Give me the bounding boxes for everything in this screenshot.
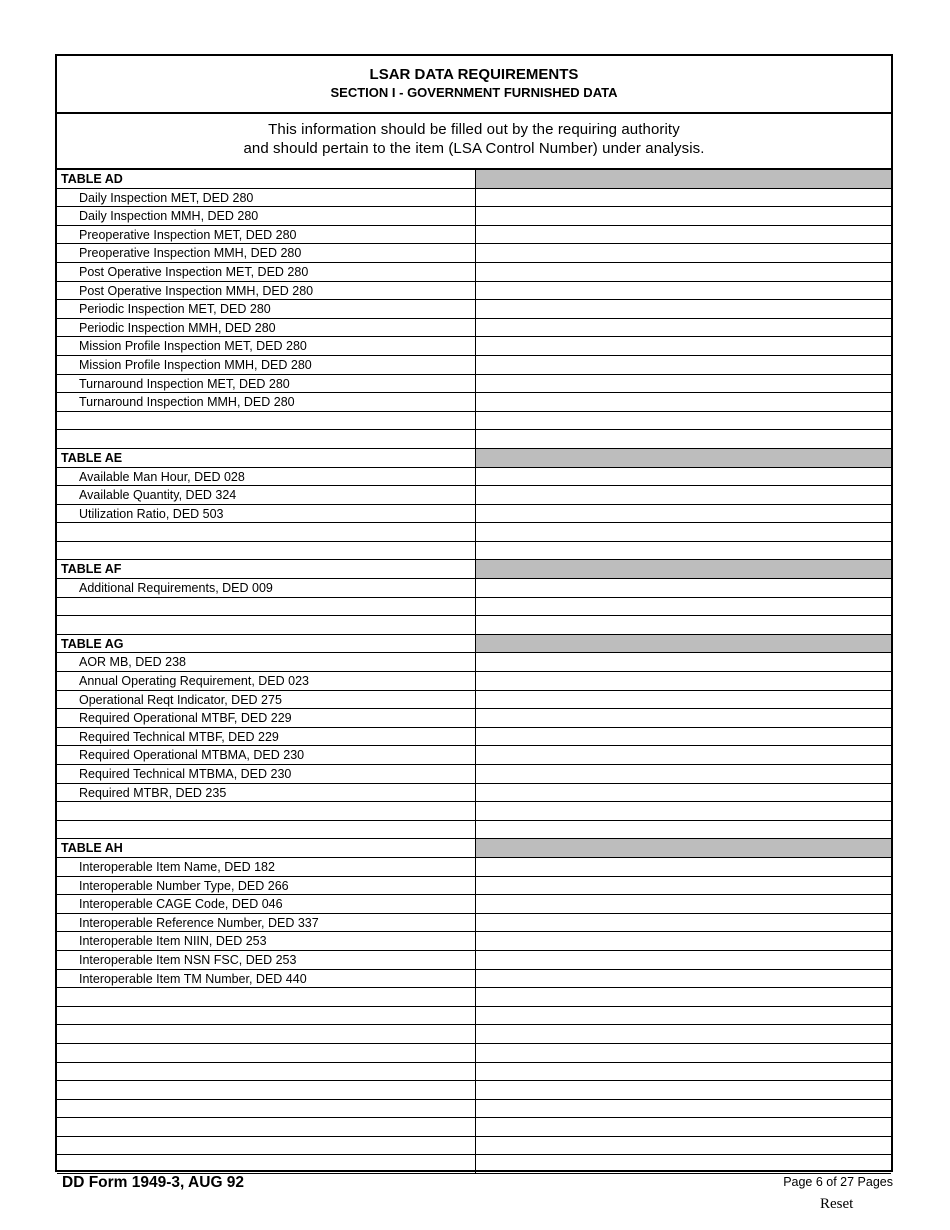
value-cell <box>476 207 891 225</box>
value-cell <box>476 1155 891 1173</box>
value-cell <box>476 932 891 950</box>
value-cell <box>476 282 891 300</box>
value-input[interactable] <box>476 356 891 374</box>
value-input[interactable] <box>476 1118 891 1136</box>
value-input[interactable] <box>476 486 891 504</box>
table-row <box>57 319 891 338</box>
value-cell <box>476 765 891 783</box>
value-cell <box>476 858 891 876</box>
section-shaded-cell <box>476 635 891 653</box>
reset-button[interactable]: Reset <box>820 1196 854 1212</box>
table-row <box>57 746 891 765</box>
table-row <box>57 1025 891 1044</box>
value-input[interactable] <box>476 821 891 839</box>
field-label <box>57 1007 476 1025</box>
field-label <box>57 802 476 820</box>
table-row <box>57 207 891 226</box>
table-row <box>57 598 891 617</box>
table-row <box>57 1044 891 1063</box>
table-row <box>57 486 891 505</box>
table-row <box>57 579 891 598</box>
value-input[interactable] <box>476 244 891 262</box>
value-input[interactable] <box>476 784 891 802</box>
table-row <box>57 858 891 877</box>
value-input[interactable] <box>476 189 891 207</box>
table-row <box>57 1063 891 1082</box>
table-row <box>57 988 891 1007</box>
value-cell <box>476 1081 891 1099</box>
value-cell <box>476 1063 891 1081</box>
field-label: Required Technical MTBF, DED 229 <box>57 728 476 746</box>
form-id: DD Form 1949-3, AUG 92 <box>62 1174 245 1191</box>
value-input[interactable] <box>476 709 891 727</box>
value-input[interactable] <box>476 616 891 634</box>
field-label: Periodic Inspection MET, DED 280 <box>57 300 476 318</box>
value-cell <box>476 189 891 207</box>
instructions-line-1: This information should be filled out by the requiring authority <box>268 121 680 138</box>
field-label: Periodic Inspection MMH, DED 280 <box>57 319 476 337</box>
value-input[interactable] <box>476 1044 891 1062</box>
table-row <box>57 1100 891 1119</box>
form-header <box>57 56 891 114</box>
field-label: Interoperable Item NSN FSC, DED 253 <box>57 951 476 969</box>
field-label: Utilization Ratio, DED 503 <box>57 505 476 523</box>
field-label: Annual Operating Requirement, DED 023 <box>57 672 476 690</box>
value-input[interactable] <box>476 523 891 541</box>
value-cell <box>476 616 891 634</box>
section-title: TABLE AD <box>57 170 476 188</box>
field-label <box>57 1044 476 1062</box>
table-row <box>57 1155 891 1174</box>
value-input[interactable] <box>476 1007 891 1025</box>
table-row <box>57 300 891 319</box>
value-input[interactable] <box>476 412 891 430</box>
form-title: LSAR DATA REQUIREMENTS <box>369 66 579 83</box>
value-cell <box>476 914 891 932</box>
value-cell <box>476 430 891 448</box>
table-row <box>57 542 891 561</box>
value-input[interactable] <box>476 653 891 671</box>
value-input[interactable] <box>476 263 891 281</box>
value-cell <box>476 709 891 727</box>
field-label: Interoperable Item NIIN, DED 253 <box>57 932 476 950</box>
field-label <box>57 616 476 634</box>
field-label: Interoperable Reference Number, DED 337 <box>57 914 476 932</box>
value-input[interactable] <box>476 1155 891 1173</box>
field-label <box>57 523 476 541</box>
field-label: Interoperable Number Type, DED 266 <box>57 877 476 895</box>
value-input[interactable] <box>476 1025 891 1043</box>
value-input[interactable] <box>476 970 891 988</box>
table-row <box>57 802 891 821</box>
table-row <box>57 932 891 951</box>
table-row <box>57 1118 891 1137</box>
value-cell <box>476 300 891 318</box>
value-input[interactable] <box>476 282 891 300</box>
section-header-row <box>57 839 891 858</box>
value-cell <box>476 877 891 895</box>
field-label: Turnaround Inspection MMH, DED 280 <box>57 393 476 411</box>
field-label: Daily Inspection MMH, DED 280 <box>57 207 476 225</box>
value-input[interactable] <box>476 505 891 523</box>
field-label <box>57 430 476 448</box>
table-row <box>57 282 891 301</box>
table-row <box>57 728 891 747</box>
field-label: Available Man Hour, DED 028 <box>57 468 476 486</box>
value-cell <box>476 486 891 504</box>
field-label: Interoperable CAGE Code, DED 046 <box>57 895 476 913</box>
field-label <box>57 412 476 430</box>
section-header-row <box>57 560 891 579</box>
section-title: TABLE AE <box>57 449 476 467</box>
data-requirements-table <box>57 170 891 1174</box>
value-input[interactable] <box>476 207 891 225</box>
value-cell <box>476 393 891 411</box>
table-row <box>57 691 891 710</box>
value-input[interactable] <box>476 1100 891 1118</box>
section-title: TABLE AH <box>57 839 476 857</box>
section-shaded-cell <box>476 170 891 188</box>
value-cell <box>476 784 891 802</box>
value-cell <box>476 1118 891 1136</box>
table-row <box>57 709 891 728</box>
value-cell <box>476 653 891 671</box>
value-cell <box>476 505 891 523</box>
section-title: TABLE AF <box>57 560 476 578</box>
field-label: Daily Inspection MET, DED 280 <box>57 189 476 207</box>
value-input[interactable] <box>476 672 891 690</box>
field-label: Post Operative Inspection MET, DED 280 <box>57 263 476 281</box>
table-row <box>57 653 891 672</box>
field-label: Preoperative Inspection MET, DED 280 <box>57 226 476 244</box>
field-label: Available Quantity, DED 324 <box>57 486 476 504</box>
table-row <box>57 523 891 542</box>
table-row <box>57 468 891 487</box>
value-input[interactable] <box>476 802 891 820</box>
value-input[interactable] <box>476 988 891 1006</box>
table-row <box>57 951 891 970</box>
field-label <box>57 1155 476 1173</box>
value-input[interactable] <box>476 598 891 616</box>
value-input[interactable] <box>476 579 891 597</box>
field-label: Mission Profile Inspection MET, DED 280 <box>57 337 476 355</box>
value-input[interactable] <box>476 728 891 746</box>
table-row <box>57 784 891 803</box>
value-cell <box>476 970 891 988</box>
value-cell <box>476 1044 891 1062</box>
value-input[interactable] <box>476 951 891 969</box>
table-row <box>57 263 891 282</box>
field-label <box>57 598 476 616</box>
value-cell <box>476 691 891 709</box>
value-cell <box>476 802 891 820</box>
field-label <box>57 1025 476 1043</box>
table-row <box>57 1081 891 1100</box>
field-label: Required Operational MTBMA, DED 230 <box>57 746 476 764</box>
value-cell <box>476 672 891 690</box>
value-cell <box>476 821 891 839</box>
value-cell <box>476 226 891 244</box>
table-row <box>57 1007 891 1026</box>
table-row <box>57 189 891 208</box>
section-shaded-cell <box>476 839 891 857</box>
table-row <box>57 244 891 263</box>
value-input[interactable] <box>476 932 891 950</box>
value-cell <box>476 746 891 764</box>
section-header-row <box>57 635 891 654</box>
table-row <box>57 1137 891 1156</box>
section-title: TABLE AG <box>57 635 476 653</box>
field-label: Mission Profile Inspection MMH, DED 280 <box>57 356 476 374</box>
value-input[interactable] <box>476 393 891 411</box>
value-cell <box>476 244 891 262</box>
section-header-row <box>57 170 891 189</box>
value-input[interactable] <box>476 1137 891 1155</box>
value-input[interactable] <box>476 375 891 393</box>
value-input[interactable] <box>476 319 891 337</box>
table-row <box>57 821 891 840</box>
instructions-line-2: and should pertain to the item (LSA Control Number) under analysis. <box>243 140 705 157</box>
field-label <box>57 821 476 839</box>
value-input[interactable] <box>476 430 891 448</box>
field-label: Required Technical MTBMA, DED 230 <box>57 765 476 783</box>
value-cell <box>476 1007 891 1025</box>
value-cell <box>476 1100 891 1118</box>
value-input[interactable] <box>476 542 891 560</box>
field-label: Turnaround Inspection MET, DED 280 <box>57 375 476 393</box>
value-input[interactable] <box>476 914 891 932</box>
table-row <box>57 226 891 245</box>
value-cell <box>476 598 891 616</box>
value-input[interactable] <box>476 1063 891 1081</box>
table-row <box>57 505 891 524</box>
page-number: Page 6 of 27 Pages <box>783 1175 893 1189</box>
section-shaded-cell <box>476 449 891 467</box>
field-label: Post Operative Inspection MMH, DED 280 <box>57 282 476 300</box>
field-label <box>57 988 476 1006</box>
field-label: Required Operational MTBF, DED 229 <box>57 709 476 727</box>
form-frame <box>55 54 893 1172</box>
value-input[interactable] <box>476 877 891 895</box>
table-row <box>57 375 891 394</box>
value-cell <box>476 263 891 281</box>
section-header-row <box>57 449 891 468</box>
value-input[interactable] <box>476 691 891 709</box>
field-label <box>57 1118 476 1136</box>
field-label <box>57 1137 476 1155</box>
field-label: Preoperative Inspection MMH, DED 280 <box>57 244 476 262</box>
value-input[interactable] <box>476 1081 891 1099</box>
section-shaded-cell <box>476 560 891 578</box>
table-row <box>57 877 891 896</box>
table-row <box>57 337 891 356</box>
value-cell <box>476 523 891 541</box>
table-row <box>57 672 891 691</box>
value-cell <box>476 375 891 393</box>
table-row <box>57 430 891 449</box>
table-row <box>57 765 891 784</box>
instructions <box>57 114 891 170</box>
field-label: Interoperable Item TM Number, DED 440 <box>57 970 476 988</box>
field-label: AOR MB, DED 238 <box>57 653 476 671</box>
field-label: Required MTBR, DED 235 <box>57 784 476 802</box>
table-row <box>57 356 891 375</box>
value-cell <box>476 895 891 913</box>
value-cell <box>476 356 891 374</box>
form-subtitle: SECTION I - GOVERNMENT FURNISHED DATA <box>330 85 618 100</box>
value-cell <box>476 1025 891 1043</box>
value-cell <box>476 319 891 337</box>
field-label <box>57 542 476 560</box>
value-input[interactable] <box>476 300 891 318</box>
field-label: Operational Reqt Indicator, DED 275 <box>57 691 476 709</box>
value-input[interactable] <box>476 895 891 913</box>
table-row <box>57 895 891 914</box>
field-label <box>57 1063 476 1081</box>
value-input[interactable] <box>476 337 891 355</box>
table-row <box>57 393 891 412</box>
value-input[interactable] <box>476 226 891 244</box>
value-cell <box>476 728 891 746</box>
value-cell <box>476 951 891 969</box>
table-row <box>57 970 891 989</box>
table-row <box>57 412 891 431</box>
value-input[interactable] <box>476 468 891 486</box>
field-label: Interoperable Item Name, DED 182 <box>57 858 476 876</box>
value-input[interactable] <box>476 765 891 783</box>
field-label <box>57 1081 476 1099</box>
value-cell <box>476 542 891 560</box>
table-row <box>57 616 891 635</box>
value-cell <box>476 988 891 1006</box>
table-row <box>57 914 891 933</box>
field-label: Additional Requirements, DED 009 <box>57 579 476 597</box>
field-label <box>57 1100 476 1118</box>
value-cell <box>476 337 891 355</box>
value-cell <box>476 579 891 597</box>
value-cell <box>476 1137 891 1155</box>
value-cell <box>476 412 891 430</box>
value-cell <box>476 468 891 486</box>
value-input[interactable] <box>476 746 891 764</box>
value-input[interactable] <box>476 858 891 876</box>
